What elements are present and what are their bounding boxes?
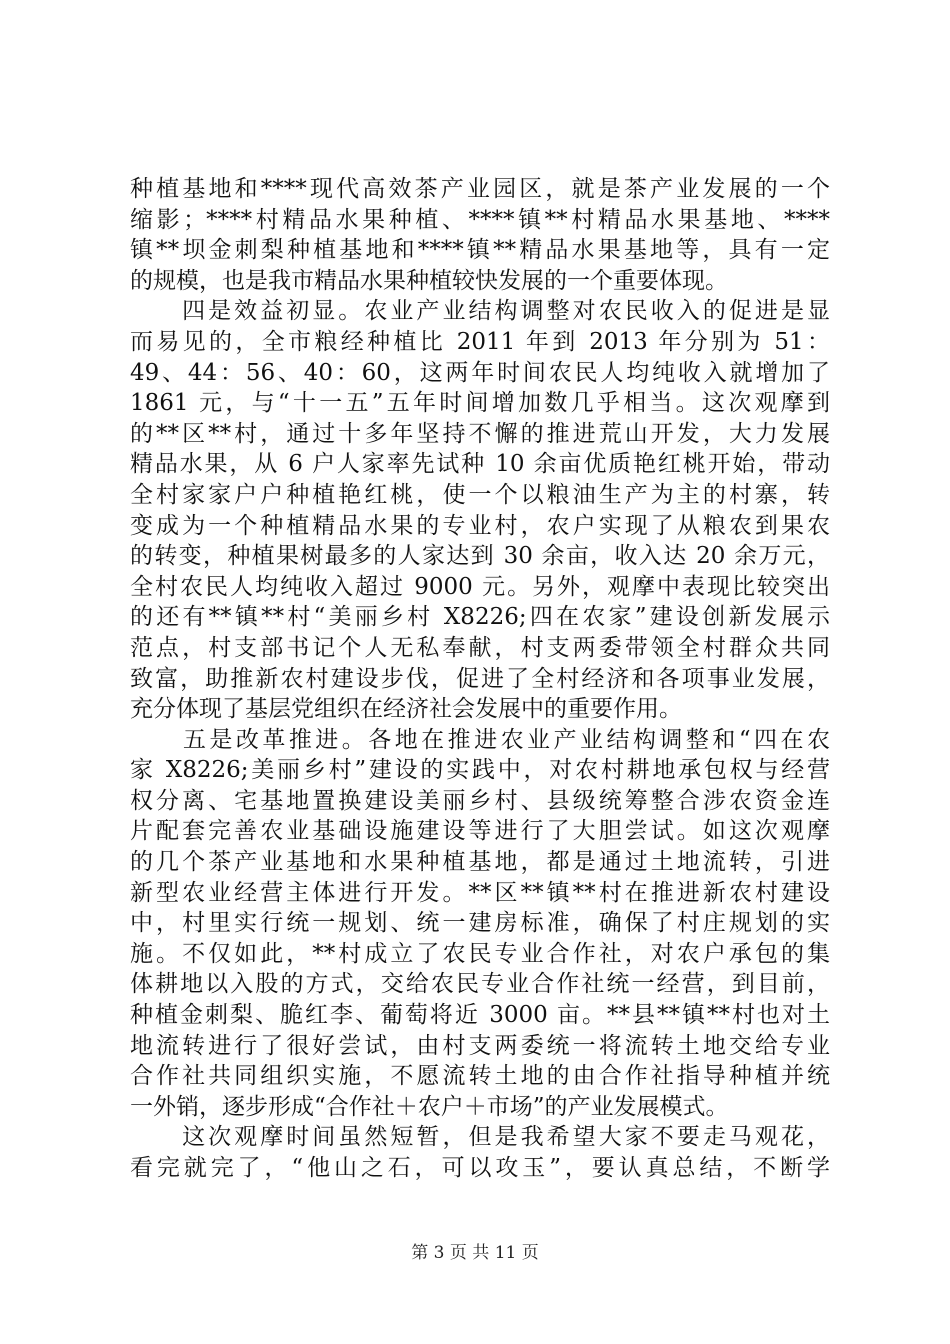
text-line: 全村农民人均纯收入超过 9000 元。另外，观摩中表现比较突出	[130, 573, 830, 600]
text-line: 中，村里实行统一规划、统一建房标准，确保了村庄规划的实	[130, 910, 830, 937]
text-line: 1861 元，与“十一五”五年时间增加数几乎相当。这次观摩到	[130, 390, 830, 417]
text-line: 镇**坝金刺梨种植基地和****镇**精品水果基地等，具有一定	[130, 237, 830, 264]
text-line: 合作社共同组织实施，不愿流转土地的由合作社指导种植并统	[130, 1063, 830, 1090]
text-line: 体耕地以入股的方式，交给农民专业合作社统一经营，到目前，	[130, 971, 830, 998]
text-line: 全村家家户户种植艳红桃，使一个以粮油生产为主的村寨，转	[130, 481, 830, 508]
text-line: 的还有**镇**村“美丽乡村 X8226;四在农家”建设创新发展示	[130, 604, 830, 631]
text-line: 49、44：56、40：60，这两年时间农民人均纯收入就增加了	[130, 359, 830, 386]
text-line: 新型农业经营主体进行开发。**区**镇**村在推进新农村建设	[130, 879, 830, 906]
text-line: 种植金刺梨、脆红李、葡萄将近 3000 亩。**县**镇**村也对土	[130, 1002, 830, 1029]
text-line: 范点，村支部书记个人无私奉献，村支两委带领全村群众共同	[130, 634, 830, 661]
text-line: 的**区**村，通过十多年坚持不懈的推进荒山开发，大力发展	[130, 420, 830, 447]
text-line: 而易见的，全市粮经种植比 2011 年到 2013 年分别为 51：	[130, 328, 830, 355]
text-line: 看完就完了，“他山之石，可以攻玉”，要认真总结，不断学	[130, 1155, 830, 1181]
text-line: 一外销，逐步形成“合作社＋农户＋市场”的产业发展模式。	[130, 1093, 729, 1120]
text-line: 的几个茶产业基地和水果种植基地，都是通过土地流转，引进	[130, 849, 830, 876]
text-line: 地流转进行了很好尝试，由村支两委统一将流转土地交给专业	[130, 1032, 830, 1059]
text-line: 充分体现了基层党组织在经济社会发展中的重要作用。	[130, 696, 682, 723]
text-line: 变成为一个种植精品水果的专业村，农户实现了从粮农到果农	[130, 512, 830, 539]
text-line: 施。不仅如此，**村成立了农民专业合作社，对农户承包的集	[130, 940, 830, 967]
text-line: 的转变，种植果树最多的人家达到 30 余亩，收入达 20 余万元，	[130, 543, 830, 570]
text-line: 片配套完善农业基础设施建设等进行了大胆尝试。如这次观摩	[130, 818, 830, 845]
text-line: 家 X8226;美丽乡村”建设的实践中，对农村耕地承包权与经营	[130, 757, 830, 784]
document-body	[130, 174, 830, 1184]
text-line: 精品水果，从 6 户人家率先试种 10 余亩优质艳红桃开始，带动	[130, 451, 830, 478]
text-line: 缩影；****村精品水果种植、****镇**村精品水果基地、****	[130, 206, 830, 233]
page-footer: 第 3 页 共 11 页	[411, 1243, 539, 1263]
text-line: 四是效益初显。农业产业结构调整对农民收入的促进是显	[130, 298, 830, 325]
text-line: 权分离、宅基地置换建设美丽乡村、县级统筹整合涉农资金连	[130, 787, 830, 814]
text-line: 这次观摩时间虽然短暂，但是我希望大家不要走马观花，	[130, 1124, 830, 1151]
text-line: 的规模，也是我市精品水果种植较快发展的一个重要体现。	[130, 267, 728, 294]
text-line: 五是改革推进。各地在推进农业产业结构调整和“四在农	[130, 726, 830, 753]
text-line: 种植基地和****现代高效茶产业园区，就是茶产业发展的一个	[130, 176, 830, 202]
text-line: 致富，助推新农村建设步伐，促进了全村经济和各项事业发展，	[130, 665, 830, 692]
